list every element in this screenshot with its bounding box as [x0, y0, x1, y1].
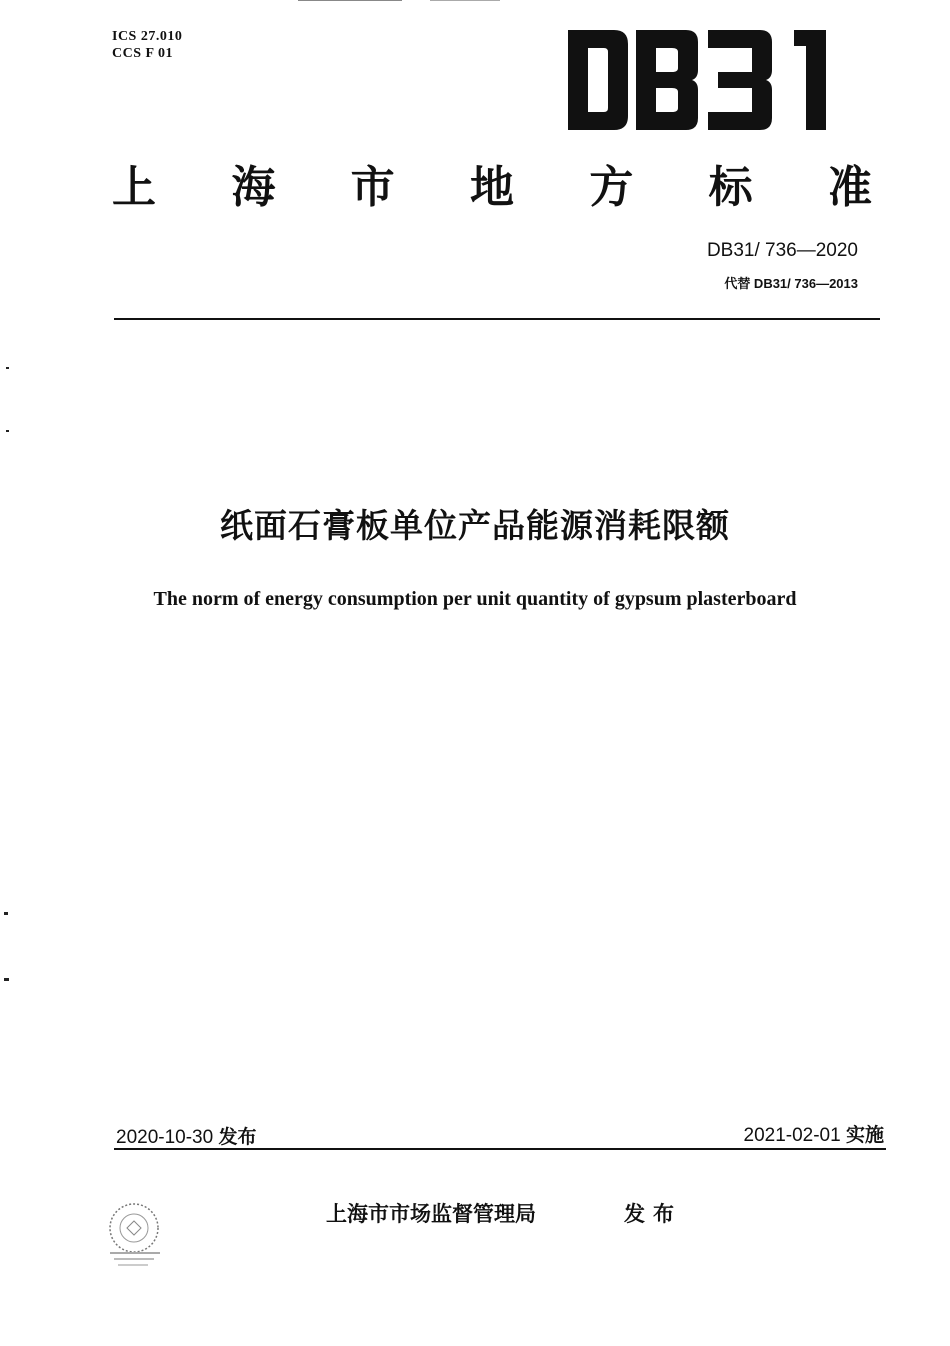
classification-codes: [112, 28, 182, 62]
header-divider: [114, 318, 880, 320]
stamp-icon: [94, 1196, 174, 1276]
standard-type-char: 方: [589, 162, 634, 213]
publish-label: 发布: [218, 1126, 257, 1148]
scan-speck: [4, 978, 9, 981]
replaces-standard: 代替 DB31/ 736—2013: [724, 276, 858, 291]
scan-speck: [6, 367, 9, 369]
standard-type-char: 准: [827, 162, 872, 213]
standard-type-char: 市: [350, 162, 395, 213]
db31-logo: [566, 30, 830, 134]
footer-divider: [114, 1148, 886, 1150]
ics-code: ICS 27.010: [112, 29, 183, 44]
issuing-authority: 上海市市场监督管理局: [326, 1202, 536, 1226]
scan-line-top: [430, 0, 500, 1]
scan-speck: [6, 430, 9, 432]
issue-label: 发布: [624, 1202, 682, 1226]
implement-date: 2021-02-01: [743, 1125, 841, 1146]
standard-type-heading: [112, 160, 872, 216]
standard-type-char: 上: [112, 162, 156, 213]
ccs-code: CCS F 01: [112, 46, 174, 61]
standard-type-char: 地: [469, 162, 514, 213]
document-title-chinese: 纸面石膏板单位产品能源消耗限额: [220, 506, 730, 545]
document-title-english: The norm of energy consumption per unit quantity of gypsum plasterboard: [153, 588, 797, 610]
publish-date: 2020-10-30: [116, 1127, 214, 1148]
standard-number: DB31/ 736—2020: [706, 240, 858, 261]
scan-speck: [4, 912, 8, 915]
implement-date-block: [744, 1120, 885, 1147]
implement-label: 实施: [845, 1124, 884, 1146]
publish-date-block: [116, 1122, 257, 1149]
scan-line-top: [298, 0, 402, 1]
standard-type-char: 标: [708, 162, 753, 213]
standard-type-char: 海: [231, 162, 276, 213]
